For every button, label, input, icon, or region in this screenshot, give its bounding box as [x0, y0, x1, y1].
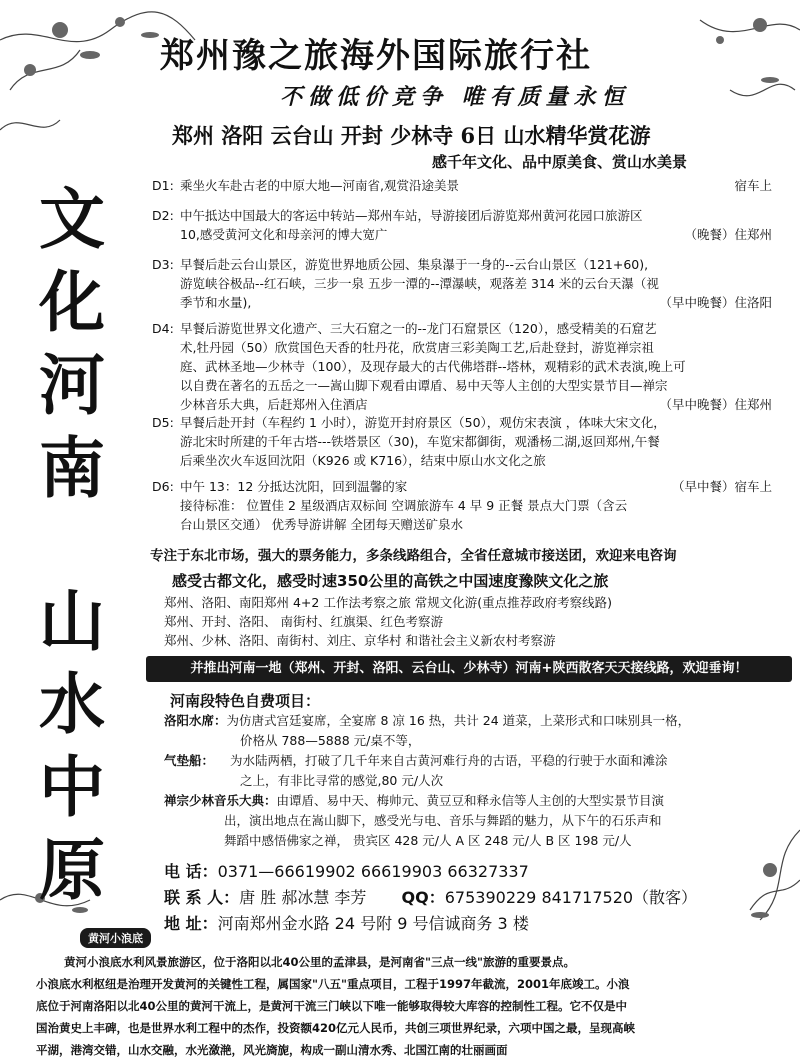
- culture-tour-title: 感受古都文化，感受时速350公里的高铁之中国速度豫陕文化之旅: [172, 572, 609, 590]
- vertical-char: 河: [39, 346, 105, 424]
- day-line: （早中晚餐）住洛阳 季节和水量),: [180, 295, 772, 310]
- itinerary-day: [152, 206, 772, 244]
- day-line: 中午抵达中国最大的客运中转站—郑州车站，导游接团后游览郑州黄河花园口旅游区: [180, 208, 643, 223]
- day-line: 接待标准： 位置佳 2 星级酒店双标间 空调旅游车 4 早 9 正餐 景点大门票（含云: [180, 498, 628, 513]
- day-label: D3:: [152, 257, 174, 272]
- itinerary-day: [152, 319, 772, 414]
- agency-title: 郑州豫之旅海外国际旅行社: [160, 36, 592, 76]
- day-line: （早中晚餐）住郑州 少林音乐大典，后赶郑州入住酒店: [180, 397, 772, 412]
- contact-address: 地 址：河南郑州金水路 24 号附 9 号信诚商务 3 楼: [164, 914, 529, 933]
- project-item: 洛阳水席：为仿唐式宫廷宴席，全宴席 8 凉 16 热，共计 24 道菜，上菜形式和口味别具一格， 价格从 788—5888 元/桌不等，: [164, 713, 691, 748]
- vertical-char: 水: [39, 665, 105, 743]
- meal-accommodation: （早中晚餐）住郑州: [659, 397, 772, 412]
- promo-banner: 并推出河南一地（郑州、开封、洛阳、云台山、少林寺）河南+陕西散客天天接线路，欢迎垂询！: [146, 656, 792, 682]
- day-label: D2:: [152, 208, 174, 223]
- project-name: 气垫船：: [164, 753, 215, 768]
- day-label: D4:: [152, 321, 174, 336]
- contact-phone: 电 话：0371—66619902 66619903 66327337: [164, 862, 529, 881]
- route-title: 郑州 洛阳 云台山 开封 少林寺 6日 山水精华赏花游: [172, 123, 651, 148]
- vertical-char: 南: [39, 429, 105, 507]
- vertical-text-landscape-central-plains: [32, 580, 112, 912]
- meal-accommodation: （晚餐）住郑州: [684, 227, 772, 242]
- day-line: 早餐后赴云台山景区，游览世界地质公园、集泉瀑于一身的--云台山景区（121+60),: [180, 257, 649, 272]
- project-name: 禅宗少林音乐大典：: [164, 793, 277, 808]
- list-item: 郑州、少林、洛阳、南街村、刘庄、京华村 和谐社会主义新农村考察游: [164, 633, 556, 648]
- xiaolangdi-badge: 黄河小浪底: [80, 928, 151, 948]
- project-item: 禅宗少林音乐大典：由谭盾、易中天、梅帅元、黄豆豆和释永信等人主创的大型实景节目演 出，演出地点在嵩山脚下，感受光与电、音乐与舞蹈的魅力，从下午的石乐声和 舞蹈中感悟佛家之禅， 贵宾区 428 元/人 A 区 248 元/人 B 区 198 元/人: [164, 793, 665, 848]
- floral-ornament-top-right: [640, 0, 800, 150]
- project-item: 气垫船： 为水陆两栖，打破了几千年来自古黄河难行舟的古语，平稳的行驶于水面和滩涂 之上，有非比寻常的感觉,80 元/人次: [164, 753, 668, 788]
- day-line: 台山景区交通） 优秀导游讲解 全团每天赠送矿泉水: [180, 517, 463, 532]
- day-line: 早餐后游览世界文化遗产、三大石窟之一的--龙门石窟景区（120），感受精美的石窟艺: [180, 321, 657, 336]
- vertical-char: 中: [39, 748, 105, 826]
- vertical-char: 原: [39, 831, 105, 909]
- itinerary-day: [152, 477, 772, 534]
- day-line: 术,牡丹园（50）欣赏国色天香的牡丹花，欣赏唐三彩美陶工艺,后赴登封，游览禅宗祖: [180, 340, 654, 355]
- meal-accommodation: （早中晚餐）住洛阳: [659, 295, 772, 310]
- slogan: 不做低价竞争 唯有质量永恒: [280, 84, 630, 110]
- route-theme: 感千年文化、品中原美食、赏山水美景: [432, 153, 688, 171]
- day-line: （晚餐）住郑州 10,感受黄河文化和母亲河的博大宽广: [180, 227, 772, 242]
- optional-projects-title: 河南段特色自费项目：: [170, 692, 321, 710]
- list-item: 郑州、洛阳、南阳郑州 4+2 工作法考察之旅 常规文化游(重点推荐政府考察线路): [164, 595, 613, 610]
- day-line: 以自费在著名的五岳之一—嵩山脚下观看由谭盾、易中天等人主创的大型实景节目—禅宗: [180, 378, 668, 393]
- day-line: 庭、武林圣地—少林寺（100），及现存最大的古代佛塔群--塔林，观精彩的武术表演,晚上可: [180, 359, 686, 374]
- day-line: 游览峡谷极品--红石峡，三步一泉 五步一潭的--潭瀑峡，观落差 314 米的云台天瀑（视: [180, 276, 659, 291]
- day-line: 早餐后赴开封（车程约 1 小时），游览开封府景区（50），观仿宋表演 ，体味大宋文化，: [180, 415, 666, 430]
- day-line: （早中餐）宿车上 中午 13：12 分抵达沈阳，回到温馨的家: [180, 479, 772, 494]
- vertical-text-culture-henan: [32, 178, 112, 510]
- vertical-char: 化: [39, 263, 105, 341]
- culture-tour-lines: [164, 593, 612, 650]
- itinerary-day: [152, 413, 772, 470]
- day-label: D1:: [152, 178, 174, 193]
- list-item: 郑州、开封、洛阳、 南街村、红旗渠、红色考察游: [164, 614, 443, 629]
- meal-accommodation: 宿车上: [734, 178, 772, 193]
- itinerary-day: [152, 255, 772, 312]
- day-label: D5:: [152, 415, 174, 430]
- itinerary-day: [152, 176, 772, 195]
- contact-person: 联 系 人：唐 胜 郝冰慧 李芳 QQ：675390229 841717520（散客）: [164, 888, 698, 907]
- day-line: 后乘坐次火车返回沈阳（K926 或 K716），结束中原山水文化之旅: [180, 453, 546, 468]
- meal-accommodation: （早中餐）宿车上: [671, 479, 772, 494]
- focus-line: 专注于东北市场，强大的票务能力，多条线路组合，全省任意城市接送团，欢迎来电咨询: [150, 548, 677, 564]
- floral-ornament-top-left: [0, 0, 200, 170]
- day-label: D6:: [152, 479, 174, 494]
- vertical-char: 山: [39, 582, 105, 660]
- xiaolangdi-description: 黄河小浪底水利风景旅游区，位于洛阳以北40公里的孟津县，是河南省"三点一线"旅游的重要景点。 小浪底水利枢纽是治理开发黄河的关键性工程，属国家"八五"重点项目，工程于1997年截流，2001年底竣工。小浪 底位于河南洛阳以北40公里的黄河干流上，是黄河干流三门峡以下唯一能够取得较大库容的控制性工程。它不仅是中 国治黄史上丰碑，也是世界水利工程中的杰作，投资额420亿元人民币，共创三项世界纪录，六项中国之最，呈现高峡 平湖，港湾交错，山水交融，水光潋滟，风光旖旎，构成一副山清水秀、北国江南的壮丽画面: [36, 955, 635, 1057]
- day-line: 宿车上 乘坐火车赴古老的中原大地—河南省,观赏沿途美景: [180, 178, 772, 193]
- day-line: 游北宋时所建的千年古塔---铁塔景区（30)，车览宋都御街，观潘杨二湖,返回郑州,午餐: [180, 434, 660, 449]
- vertical-char: 文: [39, 180, 105, 258]
- project-name: 洛阳水席：: [164, 713, 227, 728]
